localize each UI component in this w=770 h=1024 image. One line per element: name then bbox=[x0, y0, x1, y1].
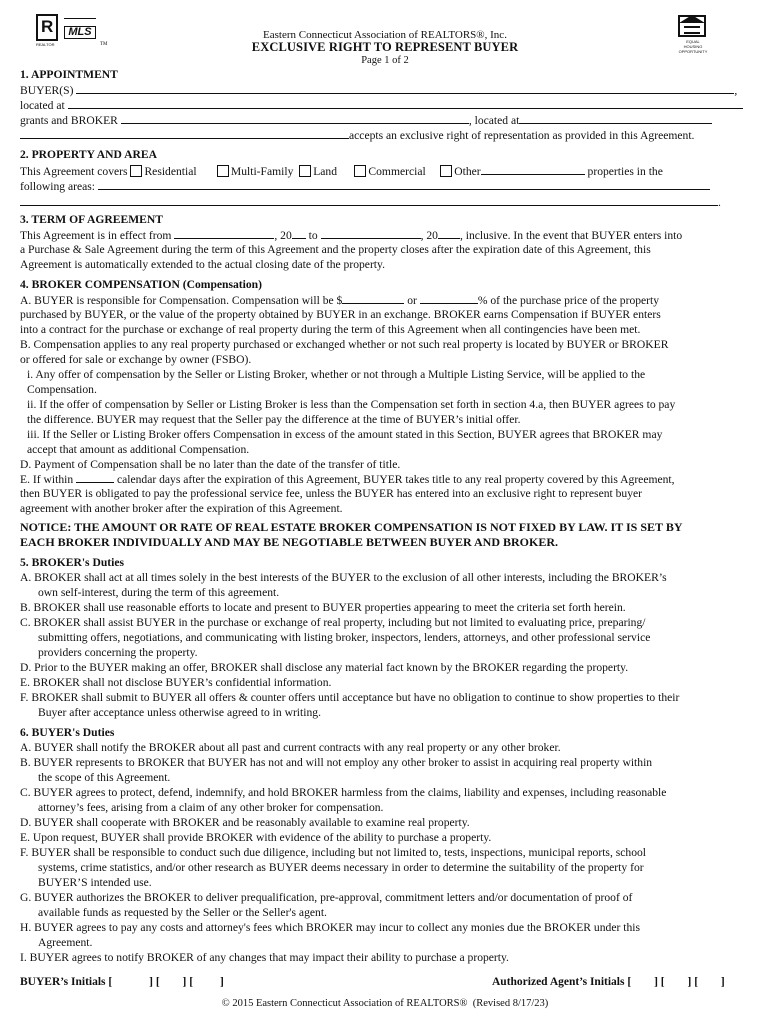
buyer-duty-h-1: H. BUYER agrees to pay any costs and attorney's fees which BROKER may incur to collect any monies due the BROKER under this bbox=[20, 921, 640, 934]
comp-b-line-1: B. Compensation applies to any real property purchased or exchanged whether or not such real property is located by BUYER or BROKER bbox=[20, 338, 669, 351]
buyer-duty-a: A. BUYER shall notify the BROKER about all past and current contracts with any real property or any other broker. bbox=[20, 741, 561, 754]
areas-cont-field[interactable] bbox=[20, 195, 718, 206]
start-year-field[interactable] bbox=[292, 228, 306, 239]
property-type-line: This Agreement covers Residential Multi-Family Land Commercial Other properties in the bbox=[20, 165, 663, 178]
comp-ii-line-1: ii. If the offer of compensation by Seller or Listing Broker is less than the Compensation set forth in section 4.a, then BUYER agrees to pay bbox=[27, 398, 676, 411]
term-line-2: a Purchase & Sale Agreement during the term of this Agreement and the property closes after the expiration date of this Agreement, this bbox=[20, 243, 651, 256]
broker-duty-c-2: submitting offers, negotiations, and communicating with listing broker, inspectors, lenders, attorneys, and other professional service bbox=[38, 631, 651, 644]
association-name: Eastern Connecticut Association of REALTORS®, Inc. bbox=[263, 29, 507, 41]
page-footer bbox=[0, 997, 770, 1012]
comp-i-line-1: i. Any offer of compensation by the Seller or Listing Broker, whether or not through a Multiple Listing Service, will be applied to the bbox=[27, 368, 646, 381]
buyer-duty-e: E. Upon request, BUYER shall provide BROKER with evidence of the ability to purchase a property. bbox=[20, 831, 492, 844]
following-areas-line: following areas: bbox=[20, 179, 710, 195]
buyer-name-field[interactable] bbox=[76, 83, 734, 94]
calendar-days-field[interactable] bbox=[76, 472, 114, 483]
comp-e-line-3: agreement with another broker after the expiration of this Agreement. bbox=[20, 502, 343, 515]
buyer-duty-f-2: systems, crime statistics, and/or other research as BUYER deems necessary in order to determine the suitability of the property for bbox=[38, 861, 644, 874]
buyer-duty-i: I. BUYER agrees to notify BROKER of any changes that may impact their ability to purchase a property. bbox=[20, 951, 509, 964]
equal-housing-icon: EQUAL HOUSING OPPORTUNITY bbox=[678, 15, 708, 51]
comp-a-line-1: A. BUYER is responsible for Compensation. Compensation will be $ or % of the purchase price of the property bbox=[20, 294, 660, 307]
broker-duty-a-1: A. BROKER shall act at all times solely in the best interests of the BUYER to the exclusion of all other interests, including the BROKER’s bbox=[20, 571, 667, 584]
buyer-duty-g-1: G. BUYER authorizes the BROKER to deliver prequalification, pre-approval, commitment letters and/or documentation of proof of bbox=[20, 891, 633, 904]
buyer-duty-f-1: F. BUYER shall be responsible to conduct such due diligence, including but not limited to, tests, inspections, municipal reports, school bbox=[20, 846, 647, 859]
broker-address-field[interactable] bbox=[519, 113, 712, 124]
realtor-mls-logo: R REALTOR MLS TM bbox=[36, 14, 106, 46]
comp-e-line-1: E. If within calendar days after the expiration of this Agreement, BUYER takes title to any real property covered by this Agreement, bbox=[20, 473, 675, 486]
buyer-duty-d: D. BUYER shall cooperate with BROKER and be reasonably available to examine real property. bbox=[20, 816, 470, 829]
broker-line: grants and BROKER , located at bbox=[20, 113, 712, 129]
multifamily-checkbox[interactable] bbox=[217, 165, 229, 177]
form-title: EXCLUSIVE RIGHT TO REPRESENT BUYER bbox=[251, 40, 519, 54]
broker-duty-c-3: providers concerning the property. bbox=[38, 646, 198, 659]
comp-ii-line-2: the difference. BUYER may request that the Seller pay the difference at the time of BUYER’s initial offer. bbox=[27, 413, 521, 426]
broker-duty-a-2: own self-interest, during the term of this agreement. bbox=[38, 586, 280, 599]
other-checkbox[interactable] bbox=[440, 165, 452, 177]
buyer-duty-c-1: C. BUYER agrees to protect, defend, indemnify, and hold BROKER harmless from the claims, liability and expenses, including reasonable bbox=[20, 786, 667, 799]
comp-b-line-2: or offered for sale or exchange by owner (FSBO). bbox=[20, 353, 252, 366]
notice-line-2: EACH BROKER INDIVIDUALLY AND MAY BE NEGOTIABLE BETWEEN BUYER AND BROKER. bbox=[20, 535, 558, 549]
buyer-duty-g-2: available funds as requested by the Seller or the Seller's agent. bbox=[38, 906, 327, 919]
located-line: located at bbox=[20, 98, 743, 114]
buyer-address-field[interactable] bbox=[68, 98, 743, 109]
comp-i-line-2: Compensation. bbox=[27, 383, 97, 396]
section-3-heading: 3. TERM OF AGREEMENT bbox=[20, 213, 164, 226]
section-5-heading: 5. BROKER's Duties bbox=[20, 556, 125, 569]
page-number: Page 1 of 2 bbox=[361, 55, 409, 66]
comp-iii-line-1: iii. If the Seller or Listing Broker offers Compensation in excess of the amount stated in this Section, BUYER agrees that BROKER may bbox=[27, 428, 663, 441]
end-date-field[interactable] bbox=[321, 228, 421, 239]
buyer-initials: BUYER’s Initials [ ] [ ] [ ] bbox=[20, 976, 224, 988]
section-2-heading: 2. PROPERTY AND AREA bbox=[20, 148, 158, 161]
comp-e-line-2: then BUYER is obligated to pay the professional service fee, unless the BUYER has entered into an exclusive right to represent buyer bbox=[20, 487, 643, 500]
broker-address-cont-field[interactable] bbox=[20, 128, 349, 139]
section-6-heading: 6. BUYER's Duties bbox=[20, 726, 115, 739]
comp-a-line-2: purchased by BUYER, or the value of the property obtained by BUYER in an exchange. BROKER earns Compensation if BUYER enters bbox=[20, 308, 661, 321]
broker-duty-f-2: Buyer after acceptance unless otherwise agreed to in writing. bbox=[38, 706, 321, 719]
revision-text: (Revised 8/17/23) bbox=[472, 998, 549, 1009]
broker-name-field[interactable] bbox=[121, 113, 469, 124]
broker-duty-e: E. BROKER shall not disclose BUYER’s confidential information. bbox=[20, 676, 332, 689]
comp-iii-line-2: accept that amount as additional Compensation. bbox=[27, 443, 250, 456]
broker-duty-d: D. Prior to the BUYER making an offer, BROKER shall disclose any material fact known by the BROKER regarding the property. bbox=[20, 661, 629, 674]
section-1-heading: 1. APPOINTMENT bbox=[20, 68, 118, 81]
term-line-3: Agreement is automatically extended to the actual closing date of the property. bbox=[20, 258, 385, 271]
agent-initials: Authorized Agent’s Initials [ ] [ ] [ ] bbox=[492, 976, 725, 988]
buyer-duty-c-2: attorney’s fees, arising from a claim of any other broker for compensation. bbox=[38, 801, 384, 814]
commercial-checkbox[interactable] bbox=[354, 165, 366, 177]
broker-duty-c-1: C. BROKER shall assist BUYER in the purchase or exchange of real property, including but not limited to evaluating price, preparing/ bbox=[20, 616, 646, 629]
accepts-line: accepts an exclusive right of representation as provided in this Agreement. bbox=[20, 128, 694, 144]
start-date-field[interactable] bbox=[174, 228, 274, 239]
buyer-line: BUYER(S) , bbox=[20, 84, 738, 97]
mls-logo-icon: MLS bbox=[64, 26, 96, 39]
other-type-field[interactable] bbox=[481, 164, 585, 175]
copyright-text: © 2015 Eastern Connecticut Association of REALTORS® bbox=[221, 998, 468, 1009]
section-4-heading: 4. BROKER COMPENSATION (Compensation) bbox=[20, 278, 262, 291]
end-year-field[interactable] bbox=[438, 228, 460, 239]
buyer-duty-h-2: Agreement. bbox=[38, 936, 93, 949]
comp-a-line-3: into a contract for the purchase or exchange of real property during the term of this Agreement when all contingencies have been met. bbox=[20, 323, 641, 336]
broker-duty-b: B. BROKER shall use reasonable efforts to locate and present to BUYER properties appearing to meet the criteria set forth herein. bbox=[20, 601, 626, 614]
buyer-duty-f-3: BUYER’S intended use. bbox=[38, 876, 152, 889]
comp-percent-field[interactable] bbox=[420, 293, 478, 304]
residential-checkbox[interactable] bbox=[130, 165, 142, 177]
areas-cont-line: . bbox=[20, 195, 721, 211]
comp-amount-field[interactable] bbox=[342, 293, 404, 304]
broker-duty-f-1: F. BROKER shall submit to BUYER all offers & counter offers until acceptance but have no obligation to continue to show properties to their bbox=[20, 691, 680, 704]
realtor-r-icon: R bbox=[36, 14, 58, 41]
land-checkbox[interactable] bbox=[299, 165, 311, 177]
comp-d-line: D. Payment of Compensation shall be no later than the date of the transfer of title. bbox=[20, 458, 401, 471]
buyer-duty-b-2: the scope of this Agreement. bbox=[38, 771, 171, 784]
notice-line-1: NOTICE: THE AMOUNT OR RATE OF REAL ESTATE BROKER COMPENSATION IS NOT FIXED BY LAW. IT IS SET BY bbox=[20, 520, 683, 534]
areas-field[interactable] bbox=[98, 179, 710, 190]
buyer-duty-b-1: B. BUYER represents to BROKER that BUYER has not and will not employ any other broker to assist in acquiring real property within bbox=[20, 756, 653, 769]
term-line-1: This Agreement is in effect from , 20 to , 20 , inclusive. In the event that BUYER enters into bbox=[20, 229, 683, 242]
